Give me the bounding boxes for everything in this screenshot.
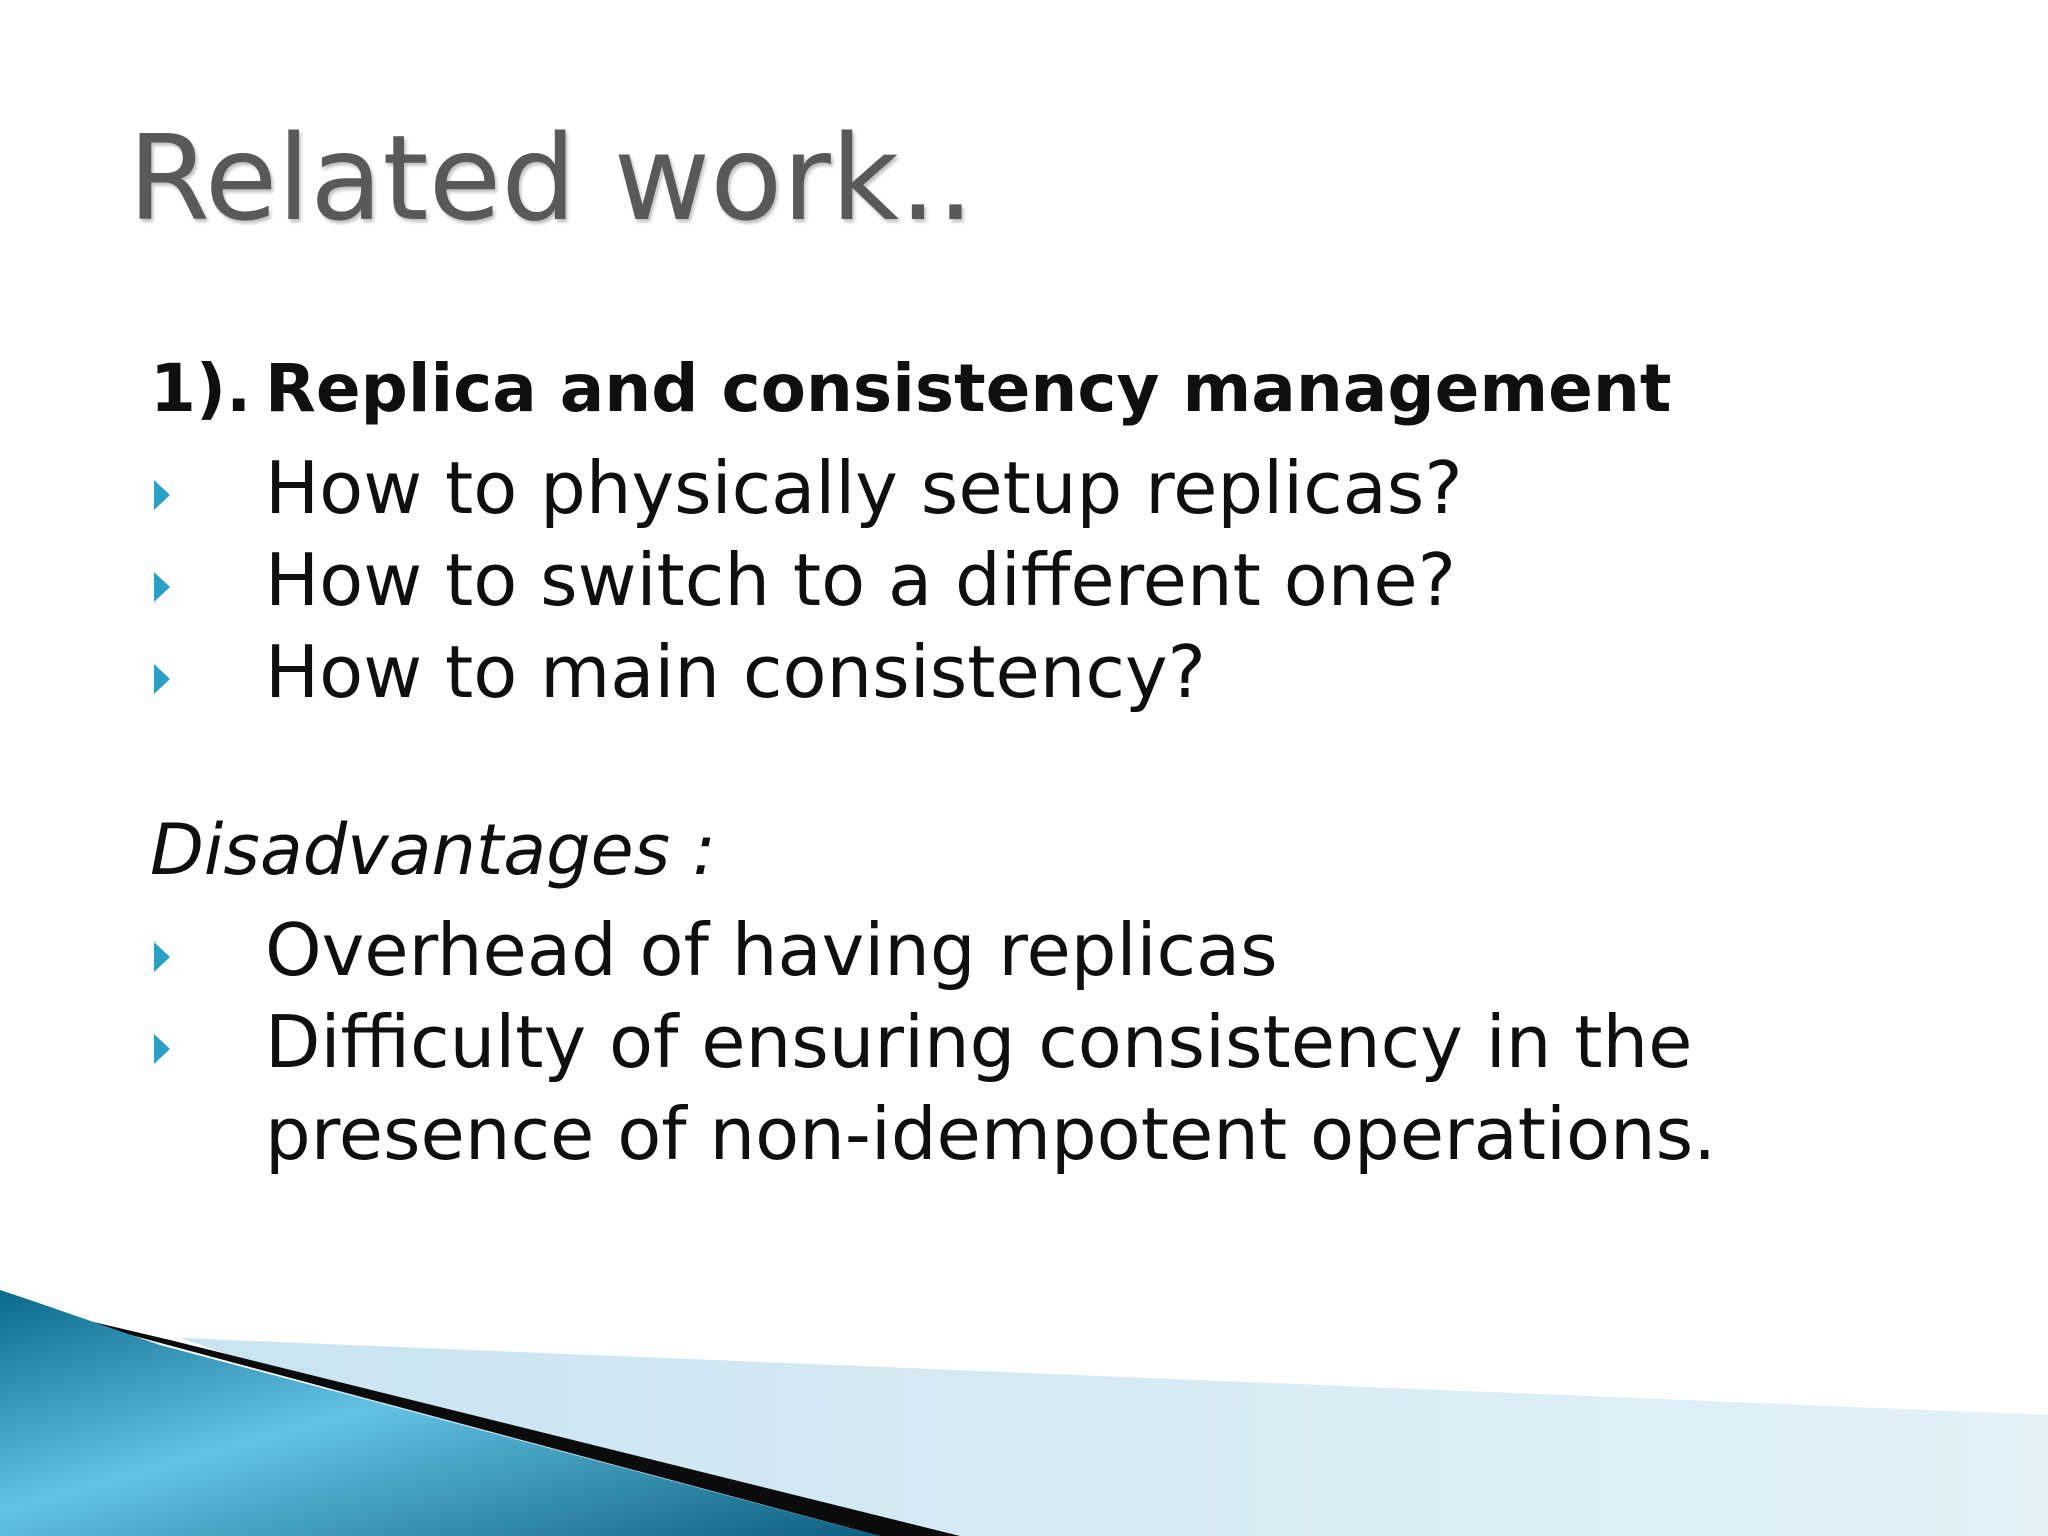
disadvantage-text: Overhead of having replicas [265,908,1278,992]
disadvantages-heading: Disadvantages : [150,809,716,891]
slide-body [150,336,1970,1180]
right-triangle-arrow-icon [154,1034,170,1064]
spacer [150,718,1970,796]
disadvantage-item [150,904,1970,996]
question-text: How to physically setup replicas? [265,446,1463,530]
right-triangle-arrow-icon [154,942,170,972]
question-text: How to switch to a different one? [265,538,1456,622]
right-triangle-arrow-icon [154,480,170,510]
section-title: Replica and consistency management [265,350,1672,427]
section-heading [150,336,1970,442]
section-number: 1). [150,350,252,427]
right-triangle-arrow-icon [154,664,170,694]
disadvantage-text: Difficulty of ensuring consistency in the presence of non-idempotent operations. [265,1000,1717,1176]
disadvantage-item [150,996,1970,1180]
question-text: How to main consistency? [265,630,1206,714]
question-item [150,626,1970,718]
right-triangle-arrow-icon [154,572,170,602]
question-item [150,442,1970,534]
slide-title: Related work.. [128,109,975,247]
question-item [150,534,1970,626]
